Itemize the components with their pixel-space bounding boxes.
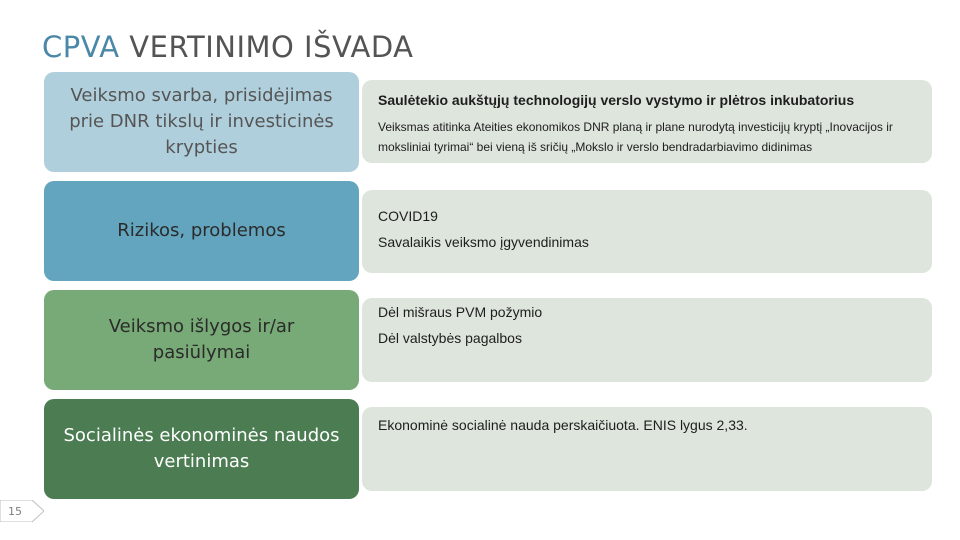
row-2-right-panel (362, 190, 932, 273)
row-4-left-label: Socialinės ekonominės naudos vertinimas (44, 399, 359, 499)
row-2-line-1: COVID19 (378, 208, 438, 224)
row-1-right-detail: Veiksmas atitinka Ateities ekonomikos DNR planą ir plane nurodytą investicijų kryptį „Inovacijos ir moksliniai tyrimai“ bei vieną iš sričių „Mokslo ir verslo bendradarbiavimo didinimas (378, 120, 893, 154)
row-2-left-label: Rizikos, problemos (44, 181, 359, 281)
row-3-left-label: Veiksmo išlygos ir/ar pasiūlymai (44, 290, 359, 390)
page-number: 15 (8, 504, 22, 518)
row-1-right-title: Saulėtekio aukštųjų technologijų verslo vystymo ir plėtros inkubatorius (378, 92, 855, 108)
row-3-line-1: Dėl mišraus PVM požymio (378, 304, 543, 320)
row-1-right-panel (362, 80, 932, 163)
row-4-right-panel (362, 407, 932, 491)
row-3-line-2: Dėl valstybės pagalbos (378, 330, 522, 346)
row-1-left-label: Veiksmo svarba, prisidėjimas prie DNR tikslų ir investicinės krypties (44, 72, 359, 172)
slide-title (42, 30, 414, 64)
title-rest: VERTINIMO IŠVADA (129, 30, 414, 64)
row-2-line-2: Savalaikis veiksmo įgyvendinimas (378, 234, 589, 250)
row-3-right-panel (362, 298, 932, 382)
row-4-line-1: Ekonominė socialinė nauda perskaičiuota. ENIS lygus 2,33. (378, 417, 748, 433)
title-accent: CPVA (42, 30, 120, 64)
